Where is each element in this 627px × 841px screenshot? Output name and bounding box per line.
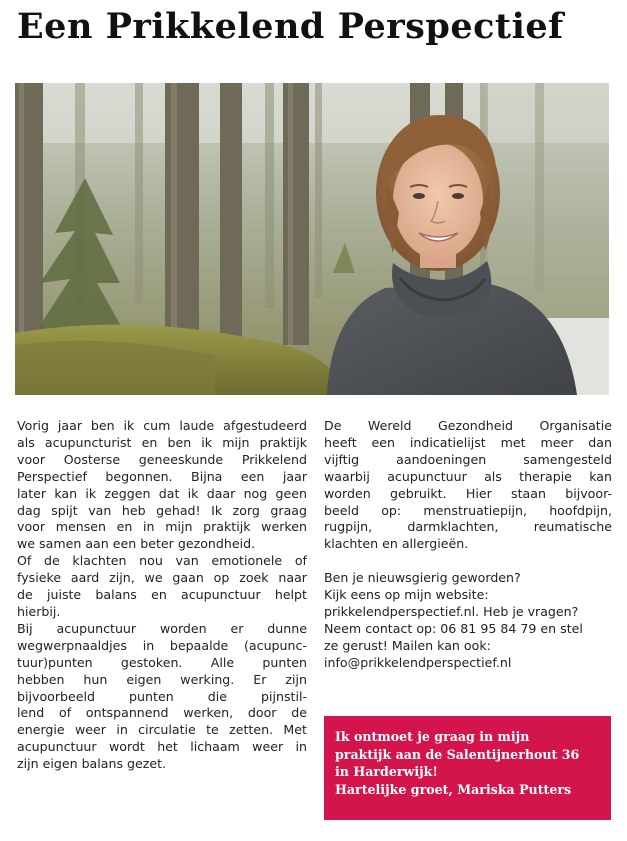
text-line: de juiste balans en acupunctuur helpt (17, 587, 307, 603)
text-line: hebben hun eigen werking. Er zijn (17, 671, 307, 687)
text-line: De Wereld Gezondheid Organisatie (324, 418, 612, 433)
text-line: Perspectief begonnen. Bijna een jaar (17, 468, 307, 484)
text-line: bijvoorbeeld punten die pijnstil- (17, 688, 307, 704)
text-line: Vorig jaar ben ik cum laude afgestudeerd (17, 418, 307, 433)
website-link[interactable]: prikkelendperspectief.nl. Heb je vragen? (324, 603, 579, 619)
text-line: fysieke aard zijn, we gaan op zoek naar (17, 570, 307, 586)
portrait-photo (15, 83, 609, 395)
text-line: Of de klachten nou van emotionele of (17, 553, 307, 569)
text-line: vijftig aandoeningen samengesteld (324, 451, 612, 467)
callout-signature: Hartelijke groet, Mariska Putters (335, 781, 572, 797)
left-column-text (17, 418, 307, 773)
text-line: Bij acupunctuur worden er dunne (17, 620, 307, 636)
text-line: we samen aan een beter gezondheid. (17, 536, 256, 552)
text-line: lend of ontspannend werken, door de (17, 705, 307, 721)
text-line: energie weer in circulatie te zetten. Met (17, 722, 307, 738)
text-line: beeld op: menstruatiepijn, hoofdpijn, (324, 502, 612, 518)
text-line: hierbij. (17, 603, 61, 619)
text-line: acupunctuur wordt het lichaam weer in (17, 739, 307, 755)
callout-line: in Harderwijk! (335, 764, 438, 779)
text-line: later kan ik zeggen dat ik daar nog geen (17, 485, 307, 501)
text-line: worden gebruikt. Hier staan bijvoor- (324, 485, 612, 501)
phone-line: Neem contact op: 06 81 95 84 79 en stel (324, 620, 583, 636)
text-line: als acupuncturist en ben ik mijn praktijk (17, 434, 307, 450)
text-line: wegwerpnaaldjes in bepaalde (acupunc- (17, 637, 307, 653)
text-line: waarbij acupunctuur als therapie kan (324, 468, 612, 484)
text-line: rugpijn, darmklachten, reumatische (324, 519, 612, 535)
text-line: Kijk eens op mijn website: (324, 587, 489, 603)
text-line: dag spijt van heb gehad! Ik zorg graag (17, 502, 307, 518)
text-line: Ben je nieuwsgierig geworden? (324, 570, 521, 586)
callout-line: praktijk aan de Salentijnerhout 36 (335, 746, 580, 762)
text-line: voor Oosterse geneeskunde Prikkelend (17, 451, 307, 467)
callout-line: Ik ontmoet je graag in mijn (335, 729, 530, 744)
text-line: zijn eigen balans gezet. (17, 756, 167, 772)
text-line: ze gerust! Mailen kan ook: (324, 637, 491, 653)
callout-box (324, 716, 611, 820)
who-paragraph (324, 418, 612, 553)
text-line: heeft een indicatielijst met meer dan (324, 434, 612, 450)
text-line: voor mensen en in mijn praktijk werken (17, 519, 307, 535)
article-title: Een Prikkelend Perspectief (17, 6, 564, 47)
contact-paragraph (324, 570, 612, 671)
email-link[interactable]: info@prikkelendperspectief.nl (324, 654, 512, 670)
right-column (324, 418, 612, 672)
left-column (17, 418, 307, 773)
text-line: tuur)punten gestoken. Alle punten (17, 654, 307, 670)
text-line: klachten en allergieën. (324, 536, 469, 552)
